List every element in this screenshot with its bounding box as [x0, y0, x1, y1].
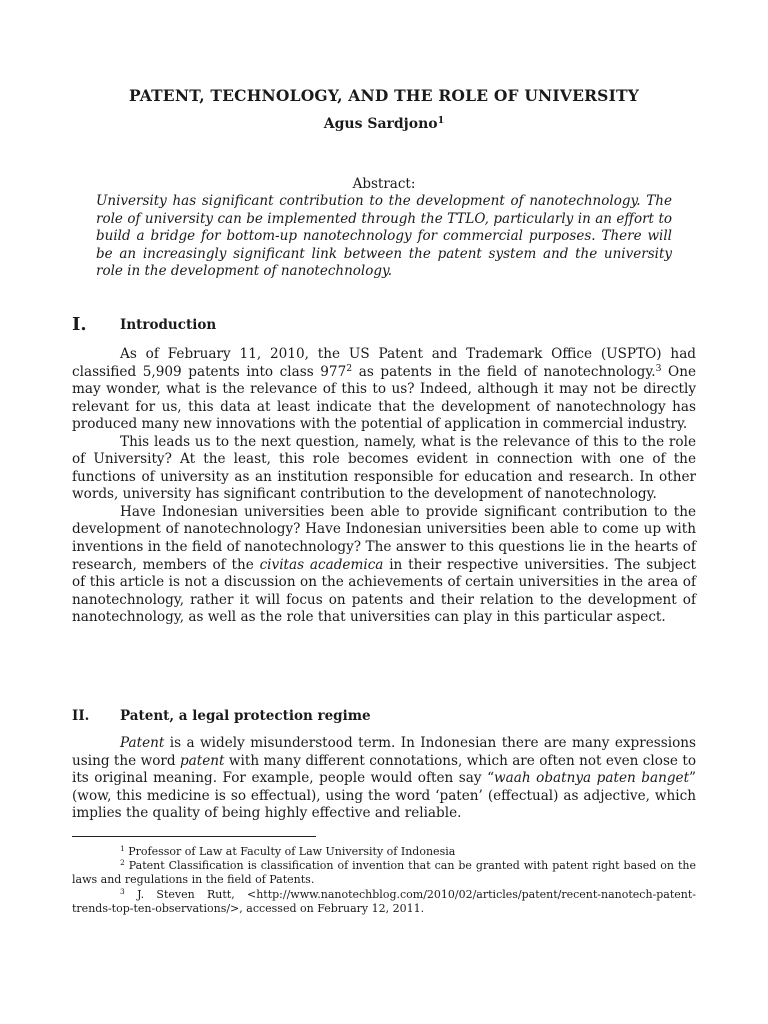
- author-line: [0, 116, 768, 132]
- paper-title: PATENT, TECHNOLOGY, AND THE ROLE OF UNIVERSITY: [128, 86, 640, 105]
- footnote-ref[interactable]: 1: [437, 114, 445, 126]
- text-run: is a widely misunderstood term. In Indonesian there are many expressions using the word: [72, 735, 696, 769]
- section-heading-introduction: [72, 314, 696, 338]
- footnote-number: 2: [120, 858, 125, 868]
- text-run: One may wonder, what is the relevance of this to us? Indeed, although it may not be directly relevant for us, this data at least indicate that the development of nanotechnology has produced many new innovations with the potential of application in commercial industry.: [72, 363, 696, 433]
- footnote-separator: [72, 836, 316, 837]
- text-run: As of February 11, 2010, the US Patent and Trademark Office (USPTO) had classified 5,909 patents into class 977: [72, 346, 696, 380]
- text-run: as patents in the field of nanotechnology.: [352, 363, 656, 380]
- text-run: Have Indonesian universities been able to provide significant contribution to the development of nanotechnology? Have Indonesian universities been able to come up with inventions in the field of nanotechnology? The answer to this questions lie in the hearts of research, members of the: [72, 503, 696, 573]
- italic-term: Patent: [120, 735, 165, 751]
- paragraph: [72, 504, 696, 627]
- author-name: Agus Sardjono: [323, 116, 438, 132]
- italic-term: patent: [179, 752, 225, 769]
- footnote-number: 1: [120, 843, 125, 853]
- text-run: with many different connotations, which are often not even close to its original meaning. For example, people would often say “: [72, 752, 697, 787]
- footnote: [72, 845, 696, 859]
- footnotes: [72, 845, 696, 916]
- italic-term: civitas academica: [259, 556, 384, 573]
- footnote-text[interactable]: J. Steven Rutt, <http://www.nanotechblog.com/2010/02/articles/patent/recent-nanotech-patent-trends-top-ten-observations/>, accessed on February 12, 2011.: [72, 887, 696, 915]
- paragraph: This leads us to the next question, namely, what is the relevance of this to the role of University? At the least, this role becomes evident in connection with one of the functions of university as an institution responsible for education and research. In other words, university has significant contribution to the development of nanotechnology.: [72, 433, 696, 503]
- footnote: [72, 888, 696, 916]
- introduction-body: [72, 346, 696, 627]
- footnote-ref[interactable]: 2: [346, 362, 353, 374]
- patent-section-body: [72, 735, 696, 823]
- footnote-ref[interactable]: 3: [655, 362, 662, 374]
- abstract-text: University has significant contribution to the development of nanotechnology. The role of university can be implemented through the TTLO, particularly in an effort to build a bridge for bottom-up nanotechnology for commercial purposes. There will be an increasingly significant link between the patent system and the university role in the development of nanotechnology.: [96, 193, 672, 280]
- section-heading-patent: [72, 708, 696, 728]
- footnote-text: Patent Classification is classification of invention that can be granted with patent right based on the laws and regulations in the field of Patents.: [72, 859, 696, 887]
- italic-term: waah obatnya paten banget: [494, 770, 690, 787]
- footnote-text: Professor of Law at Faculty of Law University of Indonesia: [124, 845, 456, 858]
- text-run: ” (wow, this medicine is so effectual), using the word ‘paten’ (effectual) as adjective, which implies the quality of being highly effective and reliable.: [72, 770, 696, 822]
- paragraph: [72, 346, 696, 434]
- section-title: Introduction: [120, 317, 217, 333]
- section-title: Patent, a legal protection regime: [120, 708, 371, 724]
- footnote: [72, 859, 696, 887]
- footnote-number: 3: [120, 886, 125, 896]
- abstract-label: Abstract:: [352, 176, 416, 192]
- text-run: in their respective universities. The subject of this article is not a discussion on the achievements of certain universities in the area of nanotechnology, rather it will focus on patents and their relation to the development of nanotechnology, as well as the role that universities can play in this particular aspect.: [72, 556, 696, 626]
- paragraph: [72, 735, 696, 823]
- section-number: I.: [72, 314, 87, 335]
- section-number: II.: [72, 708, 90, 724]
